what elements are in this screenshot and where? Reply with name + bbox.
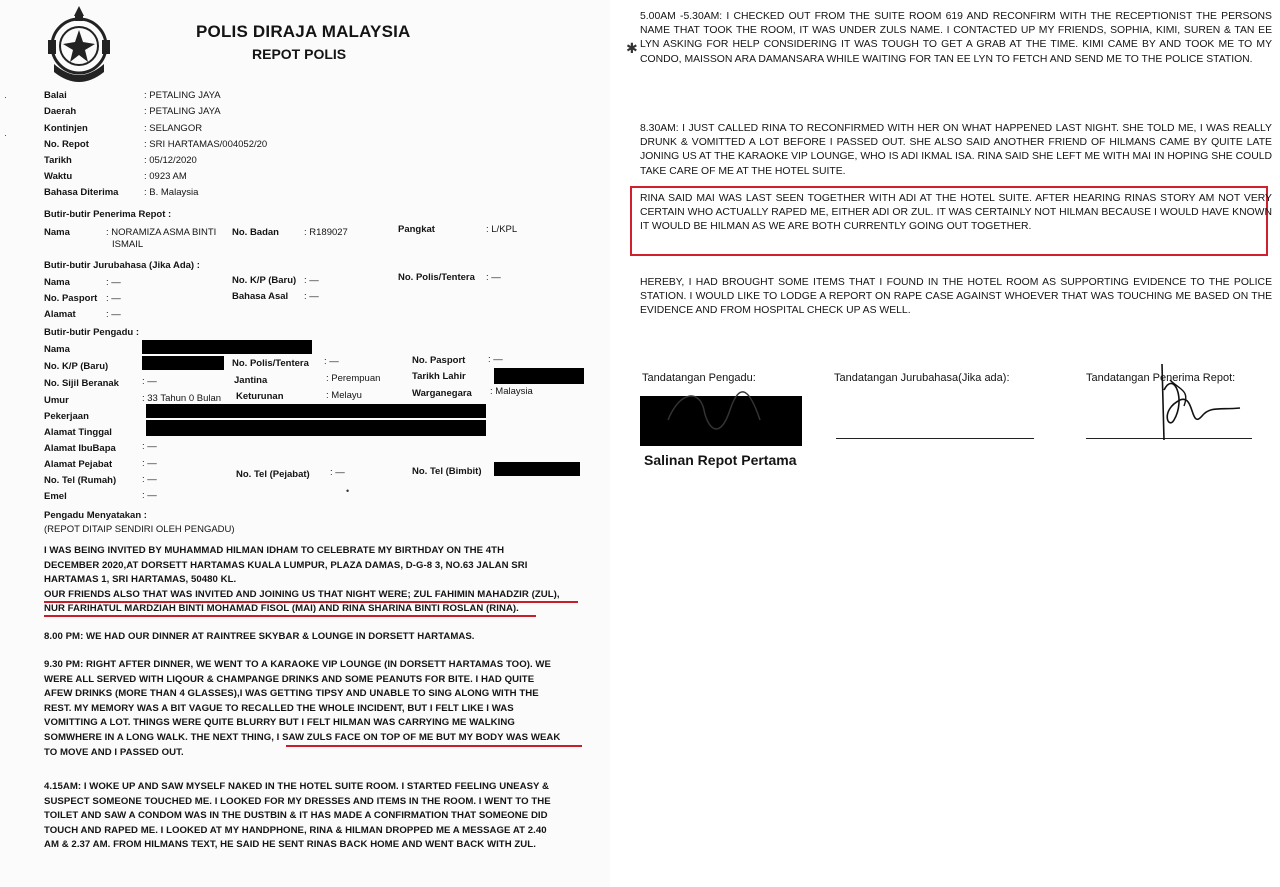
interp-name-label: Nama [44,277,70,288]
comp-gender-value: : Perempuan [326,373,381,384]
statement-note: (REPOT DITAIP SENDIRI OLEH PENGADU) [44,524,235,535]
report-subtitle: REPOT POLIS [252,46,347,62]
comp-officetel-label: No. Tel (Pejabat) [236,469,310,480]
statement-line: TOUCH AND RAPED ME. I LOOKED AT MY HANDPHONE, RINA & HILMAN DROPPED ME A MESSAGE AT 2.40 [44,824,547,836]
comp-hometel-label: No. Tel (Rumah) [44,475,117,486]
comp-passport-label: No. Pasport [412,355,466,366]
interp-passport-value: : — [106,293,121,304]
statement-paragraph-8: HEREBY, I HAD BROUGHT SOME ITEMS THAT I FOUND IN THE HOTEL ROOM AS SUPPORTING EVIDENCE TO THE POLICE STATION. I WOULD LIKE TO LODGE A REPORT ON RAPE CASE AGAINST WHOEVER THAT WAS TOUCHING ME BASED ON THE EVIDENCE AND FROM HOSPITAL CHECK UP AS WELL. [640,277,1272,317]
rank-label: Pangkat [398,224,435,235]
receiver-heading: Butir-butir Penerima Repot : [44,209,172,220]
statement-line: REST. MY MEMORY WAS A BIT VAGUE TO RECALLED THE WHOLE INCIDENT, BUT I FELT LIKE I WAS [44,702,514,714]
comp-citizenship-value: : Malaysia [490,386,533,397]
statement-paragraph-7: RINA SAID MAI WAS LAST SEEN TOGETHER WITH ADI AT THE HOTEL SUITE. AFTER HEARING RINAS STORY AM NOT VERY CERTAIN WHO ACTUALLY RAPED ME, EITHER ADI OR ZUL. IT WAS CERTAINLY NOT HILMAN BECAUSE I WOULD HAVE KNOWN IT WOULD BE HILMAN AS WE ARE BOTH CURRENTLY GOING OUT TOGETHER. [640,193,1272,233]
receiver-signature-icon [1140,360,1250,446]
comp-race-value: : Melayu [326,390,362,401]
signature-icon [660,380,770,450]
detail-label: Kontinjen [44,123,88,134]
comp-office-label: Alamat Pejabat [44,459,113,470]
redaction-bar [142,340,312,354]
detail-label: Tarikh [44,155,72,166]
comp-birthcert-label: No. Sijil Beranak [44,378,119,389]
comp-gender-label: Jantina [234,375,268,386]
statement-line: AM & 2.37 AM. FROM HILMANS TEXT, HE SAID HE SENT RINAS BACK HOME AND WENT BACK WITH ZUL. [44,839,536,851]
statement-line: DECEMBER 2020,AT DORSETT HARTAMAS KUALA LUMPUR, PLAZA DAMAS, D-G-8 3, NO.63 JALAN SRI [44,559,528,571]
badge-label: No. Badan [232,227,279,238]
comp-mobile-label: No. Tel (Bimbit) [412,466,482,477]
comp-home-label: Alamat Tinggal [44,427,112,438]
interp-origin-value: : — [304,291,319,302]
comp-office-value: : — [142,458,157,469]
statement-line: OUR FRIENDS ALSO THAT WAS INVITED AND JOINING US THAT NIGHT WERE; ZUL FAHIMIN MAHADZIR (ZUL), [44,588,560,600]
interp-passport-label: No. Pasport [44,293,98,304]
report-page-right [620,0,1280,887]
comp-parents-value: : — [142,441,157,452]
comp-age-value: : 33 Tahun 0 Bulan [142,393,222,404]
red-underline [286,745,582,747]
police-crest-icon [44,4,114,82]
statement-line: I WAS BEING INVITED BY MUHAMMAD HILMAN IDHAM TO CELEBRATE MY BIRTHDAY ON THE 4TH [44,545,505,556]
detail-value: : PETALING JAYA [144,106,221,117]
detail-label: No. Repot [44,139,89,150]
receiver-name: : NORAMIZA ASMA BINTI [106,227,217,238]
detail-label: Daerah [44,106,77,117]
scan-speck: · [4,130,7,140]
ink-blot: ✱ [626,40,638,56]
statement-line: AFEW DRINKS (MORE THAN 4 GLASSES),I WAS GETTING TIPSY AND UNABLE TO SING ALONG WITH THE [44,688,539,700]
statement-paragraph-1 [44,544,584,617]
statement-line: WERE ALL SERVED WITH LIQOUR & CHAMPANGE DRINKS AND SOME PEANUTS FOR BITE. I HAD QUITE [44,673,535,685]
detail-label: Balai [44,90,67,101]
statement-line: 4.15AM: I WOKE UP AND SAW MYSELF NAKED IN THE HOTEL SUITE ROOM. I STARTED FEELING UNEASY & [44,781,550,792]
statement-line: NUR FARIHATUL MARDZIAH BINTI MOHAMAD FISOL (MAI) AND RINA SHARINA BINTI ROSLAN (RINA). [44,603,519,615]
comp-name-label: Nama [44,344,70,355]
comp-age-label: Umur [44,395,69,406]
interp-origin-label: Bahasa Asal [232,291,289,302]
redaction-bar [494,462,580,476]
statement-paragraph-4 [44,780,584,853]
receiver-name-cont: ISMAIL [112,239,144,250]
statement-paragraph-5: 5.00AM -5.30AM: I CHECKED OUT FROM THE SUITE ROOM 619 AND RECONFIRM WITH THE RECEPTIONIST THE PERSONS NAME THAT TOOK THE ROOM, IT WAS UNDER ZULS NAME. I CONTACTED UP MY FRIENDS, SOPHIA, KIMI, SUREN & TAN EE LYN ASKING FOR HELP CONSIDERING IT WAS TOUGH TO GET A GRAB AT THE TIME. KIMI CAME BY AND TOOK ME TO MY CONDO, MAISSON ARA DAMANSARA WHILE WAITING FOR TAN EE LYN TO FETCH AND SEND ME TO THE POLICE STATION. [640,11,1272,65]
detail-value: : SRI HARTAMAS/004052/20 [144,139,268,150]
complainant-signature-label: Tandatangan Pengadu: [642,372,756,384]
comp-police-label: No. Polis/Tentera [232,358,309,369]
comp-police-value: : — [324,356,339,367]
receiver-signature-label: Tandatangan Penerima Repot: [1086,372,1236,384]
comp-birthcert-value: : — [142,376,157,387]
scan-speck: · [4,92,7,102]
comp-hometel-value: : — [142,474,157,485]
statement-line: SUSPECT SOMEONE TOUCHED ME. I LOOKED FOR MY DRESSES AND ITEMS IN THE ROOM. I WENT TO THE [44,795,551,807]
statement-line: 9.30 PM: RIGHT AFTER DINNER, WE WENT TO A KARAOKE VIP LOUNGE (IN DORSETT HARTAMAS TOO). WE [44,659,551,670]
interp-address-label: Alamat [44,309,76,320]
interp-name-value: : — [106,277,121,288]
first-report-copy-label: Salinan Repot Pertama [644,452,797,468]
receiver-name-label: Nama [44,227,70,238]
statement-heading: Pengadu Menyatakan : [44,510,147,521]
interpreter-heading: Butir-butir Jurubahasa (Jika Ada) : [44,260,200,271]
statement-paragraph-2 [44,630,584,645]
red-underline [44,601,578,603]
comp-parents-label: Alamat IbuBapa [44,443,116,454]
statement-line: 8.00 PM: WE HAD OUR DINNER AT RAINTREE SKYBAR & LOUNGE IN DORSETT HARTAMAS. [44,631,475,642]
comp-dob-label: Tarikh Lahir [412,371,466,382]
interp-address-value: : — [106,309,121,320]
statement-paragraph-6: 8.30AM: I JUST CALLED RINA TO RECONFIRMED WITH HER ON WHAT HAPPENED LAST NIGHT. SHE TOLD ME, I WAS REALLY DRUNK & VOMITTED A LOT BEFORE I PASSED OUT. SHE ALSO SAID ANOTHER FRIEND OF HILMANS CAME BY QUITE LATE JONING US AT THE KARAOKE VIP LOUNGE, WHO IS ADI IKMAL ISA. RINA SAID SHE LEFT ME WITH MAI IN HOPING SHE COULD TAKE CARE OF ME AT THE HOTEL SUITE. [640,123,1272,177]
comp-passport-value: : — [488,354,503,365]
comp-email-label: Emel [44,491,67,502]
comp-citizenship-label: Warganegara [412,388,472,399]
statement-line: TO MOVE AND I PASSED OUT. [44,746,184,758]
interpreter-signature-label: Tandatangan Jurubahasa(Jika ada): [834,372,1010,384]
interp-ic-value: : — [304,275,319,286]
scan-speck: • [346,486,350,496]
complainant-heading: Butir-butir Pengadu : [44,327,139,338]
statement-line: SOMWHERE IN A LONG WALK. THE NEXT THING, I SAW ZULS FACE ON TOP OF ME BUT MY BODY WAS WEAK [44,731,561,743]
comp-job-label: Pekerjaan [44,411,89,422]
detail-value: : B. Malaysia [144,187,199,198]
detail-value: : PETALING JAYA [144,90,221,101]
page-divider [612,0,618,887]
rank-value: : L/KPL [486,224,518,235]
red-underline [44,615,536,617]
statement-line: VOMITTING A LOT. THINGS WERE QUITE BLURRY BUT I FELT HILMAN WAS CARRYING ME WALKING [44,717,515,729]
statement-line: HARTAMAS 1, SRI HARTAMAS, 50480 KL. [44,574,237,586]
badge-value: : R189027 [304,227,348,238]
comp-email-value: : — [142,490,157,501]
statement-line: TOILET AND SAW A CONDOM WAS IN THE DUSTBIN & IT HAS MADE A CONFIRMATION THAT SOMEONE DID [44,810,548,822]
report-page-left [0,0,610,887]
redaction-bar [146,404,486,418]
redaction-bar [146,420,486,436]
interp-police-label: No. Polis/Tentera [398,272,475,283]
comp-officetel-value: : — [330,467,345,478]
report-title: POLIS DIRAJA MALAYSIA [196,22,411,41]
interp-ic-label: No. K/P (Baru) [232,275,297,286]
interp-police-value: : — [486,272,501,283]
comp-race-label: Keturunan [236,391,284,402]
comp-ic-label: No. K/P (Baru) [44,361,109,372]
interpreter-signature-line [836,438,1034,439]
detail-label: Bahasa Diterima [44,187,119,198]
detail-label: Waktu [44,171,73,182]
redaction-bar [142,356,224,370]
detail-value: : 05/12/2020 [144,155,197,166]
redaction-bar [494,368,584,384]
detail-value: : 0923 AM [144,171,187,182]
detail-value: : SELANGOR [144,123,203,134]
